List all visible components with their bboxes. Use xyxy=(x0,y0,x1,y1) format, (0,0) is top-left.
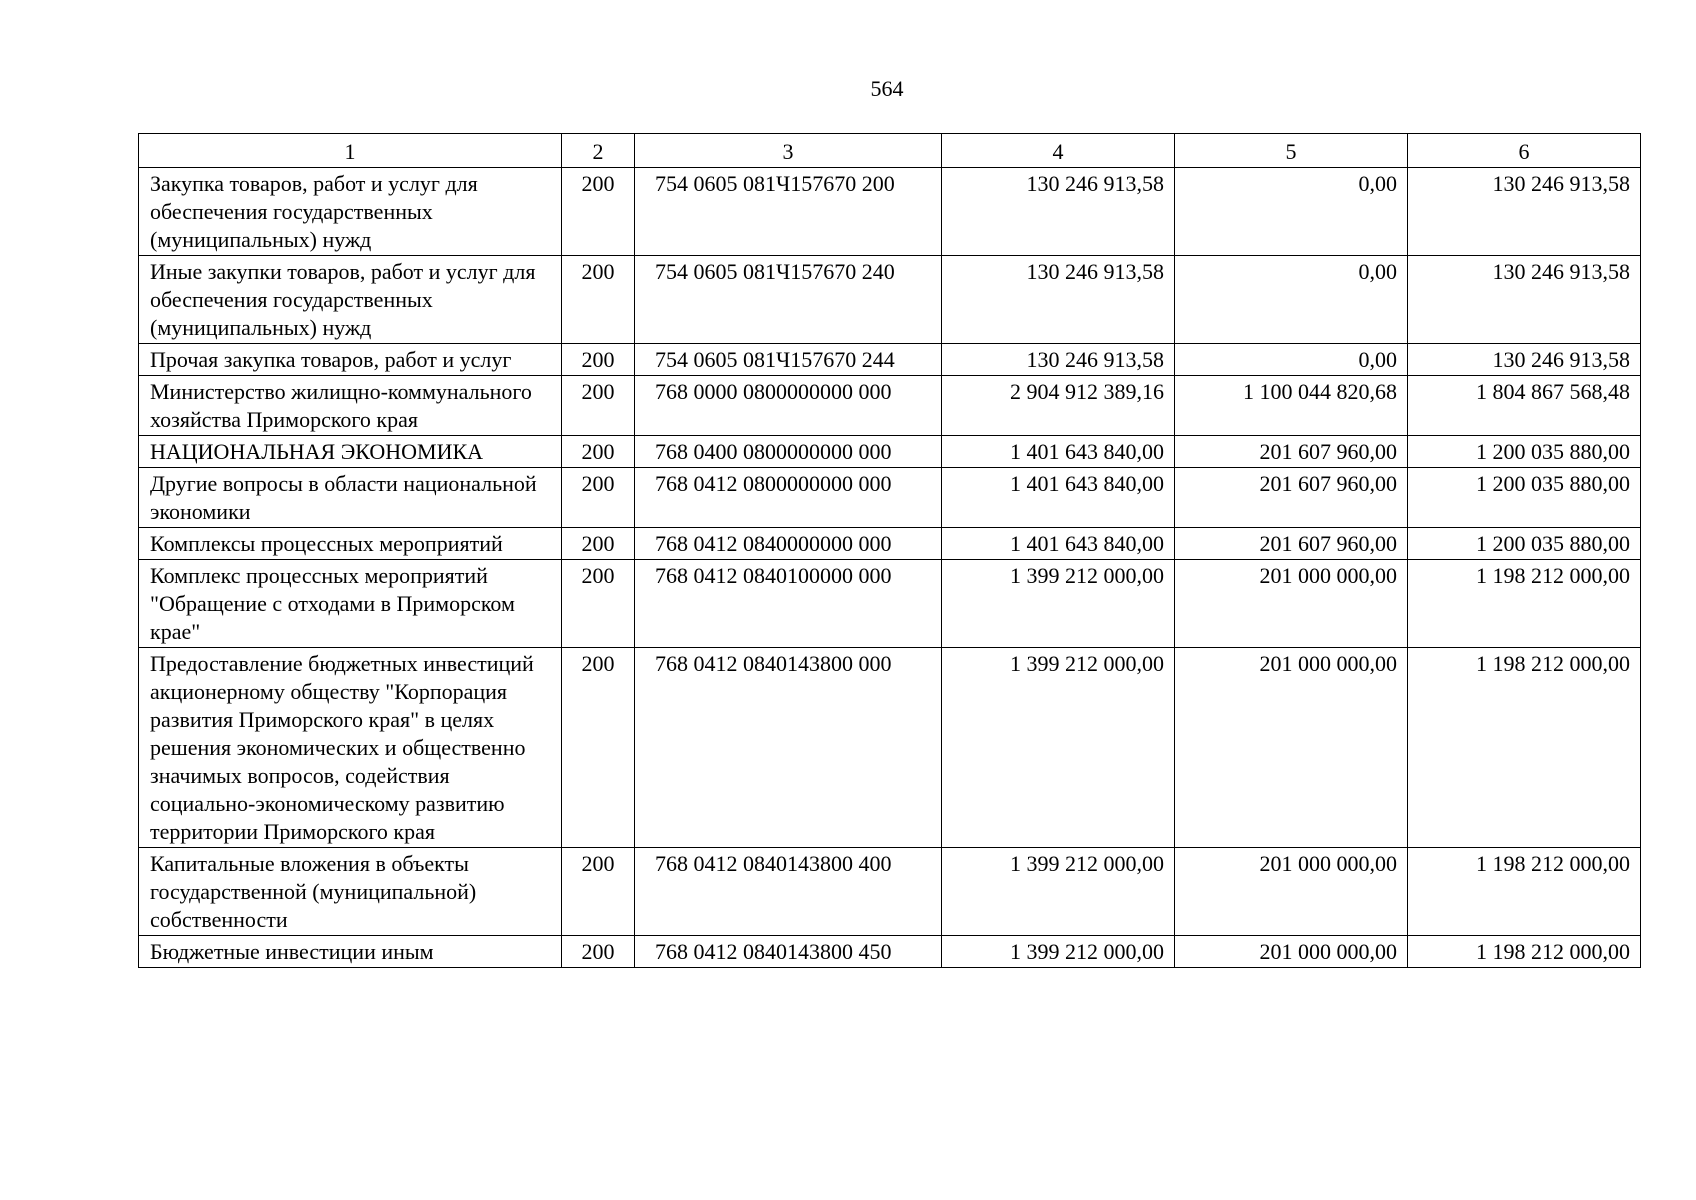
row-code: 768 0000 0800000000 000 xyxy=(635,376,942,436)
row-value-6: 130 246 913,58 xyxy=(1408,168,1641,256)
row-name: Прочая закупка товаров, работ и услуг xyxy=(139,344,562,376)
row-value-4: 1 401 643 840,00 xyxy=(942,528,1175,560)
row-code: 754 0605 081Ч157670 244 xyxy=(635,344,942,376)
table-row xyxy=(139,344,1641,376)
row-code: 768 0412 0800000000 000 xyxy=(635,468,942,528)
row-col2: 200 xyxy=(562,168,635,256)
row-value-4: 130 246 913,58 xyxy=(942,344,1175,376)
row-col2: 200 xyxy=(562,344,635,376)
row-name: Другие вопросы в области национальной экономики xyxy=(139,468,562,528)
row-value-6: 1 200 035 880,00 xyxy=(1408,468,1641,528)
row-value-5: 201 000 000,00 xyxy=(1175,936,1408,968)
row-value-4: 1 399 212 000,00 xyxy=(942,648,1175,848)
row-value-5: 201 607 960,00 xyxy=(1175,436,1408,468)
row-col2: 200 xyxy=(562,468,635,528)
row-value-6: 1 198 212 000,00 xyxy=(1408,648,1641,848)
table-row xyxy=(139,848,1641,936)
column-header-4: 4 xyxy=(942,134,1175,168)
table-row xyxy=(139,560,1641,648)
row-col2: 200 xyxy=(562,936,635,968)
row-value-6: 1 198 212 000,00 xyxy=(1408,560,1641,648)
table-row xyxy=(139,648,1641,848)
row-code: 768 0412 0840143800 400 xyxy=(635,848,942,936)
row-value-5: 201 000 000,00 xyxy=(1175,848,1408,936)
row-col2: 200 xyxy=(562,560,635,648)
row-name: Комплекс процессных мероприятий "Обращение с отходами в Приморском крае" xyxy=(139,560,562,648)
column-header-3: 3 xyxy=(635,134,942,168)
row-value-4: 1 399 212 000,00 xyxy=(942,936,1175,968)
row-value-6: 1 804 867 568,48 xyxy=(1408,376,1641,436)
budget-table xyxy=(138,133,1641,968)
page-number: 564 xyxy=(870,76,904,101)
column-header-2: 2 xyxy=(562,134,635,168)
row-col2: 200 xyxy=(562,376,635,436)
column-header-5: 5 xyxy=(1175,134,1408,168)
table-row xyxy=(139,528,1641,560)
row-value-6: 1 198 212 000,00 xyxy=(1408,936,1641,968)
row-col2: 200 xyxy=(562,848,635,936)
row-value-5: 0,00 xyxy=(1175,256,1408,344)
row-value-6: 1 198 212 000,00 xyxy=(1408,848,1641,936)
row-value-4: 1 401 643 840,00 xyxy=(942,436,1175,468)
row-code: 768 0412 0840100000 000 xyxy=(635,560,942,648)
row-name: Предоставление бюджетных инвестиций акционерному обществу "Корпорация развития Приморского края" в целях решения экономических и общественно значимых вопросов, содействия социально-экономическому развитию территории Приморского края xyxy=(139,648,562,848)
row-value-4: 1 399 212 000,00 xyxy=(942,848,1175,936)
row-col2: 200 xyxy=(562,648,635,848)
column-header-6: 6 xyxy=(1408,134,1641,168)
row-value-5: 201 607 960,00 xyxy=(1175,528,1408,560)
row-name: Бюджетные инвестиции иным xyxy=(139,936,562,968)
row-value-5: 0,00 xyxy=(1175,168,1408,256)
row-col2: 200 xyxy=(562,436,635,468)
row-value-5: 201 000 000,00 xyxy=(1175,648,1408,848)
row-value-4: 130 246 913,58 xyxy=(942,168,1175,256)
row-code: 768 0412 0840143800 000 xyxy=(635,648,942,848)
row-value-6: 1 200 035 880,00 xyxy=(1408,528,1641,560)
row-value-5: 1 100 044 820,68 xyxy=(1175,376,1408,436)
column-header-1: 1 xyxy=(139,134,562,168)
row-value-5: 0,00 xyxy=(1175,344,1408,376)
row-name: Министерство жилищно-коммунального хозяйства Приморского края xyxy=(139,376,562,436)
row-code: 768 0412 0840143800 450 xyxy=(635,936,942,968)
row-code: 754 0605 081Ч157670 240 xyxy=(635,256,942,344)
table-row xyxy=(139,256,1641,344)
row-value-6: 130 246 913,58 xyxy=(1408,256,1641,344)
table-row xyxy=(139,436,1641,468)
row-name: Закупка товаров, работ и услуг для обеспечения государственных (муниципальных) нужд xyxy=(139,168,562,256)
row-value-5: 201 607 960,00 xyxy=(1175,468,1408,528)
row-value-4: 130 246 913,58 xyxy=(942,256,1175,344)
header-row xyxy=(139,134,1641,168)
row-name: Иные закупки товаров, работ и услуг для обеспечения государственных (муниципальных) нужд xyxy=(139,256,562,344)
row-value-6: 1 200 035 880,00 xyxy=(1408,436,1641,468)
row-code: 768 0412 0840000000 000 xyxy=(635,528,942,560)
row-name: НАЦИОНАЛЬНАЯ ЭКОНОМИКА xyxy=(139,436,562,468)
row-value-5: 201 000 000,00 xyxy=(1175,560,1408,648)
row-value-4: 1 399 212 000,00 xyxy=(942,560,1175,648)
row-value-6: 130 246 913,58 xyxy=(1408,344,1641,376)
row-col2: 200 xyxy=(562,528,635,560)
table-row xyxy=(139,376,1641,436)
row-value-4: 2 904 912 389,16 xyxy=(942,376,1175,436)
row-name: Комплексы процессных мероприятий xyxy=(139,528,562,560)
table-row xyxy=(139,936,1641,968)
row-name: Капитальные вложения в объекты государственной (муниципальной) собственности xyxy=(139,848,562,936)
row-value-4: 1 401 643 840,00 xyxy=(942,468,1175,528)
row-code: 768 0400 0800000000 000 xyxy=(635,436,942,468)
table-row xyxy=(139,168,1641,256)
table-row xyxy=(139,468,1641,528)
row-code: 754 0605 081Ч157670 200 xyxy=(635,168,942,256)
row-col2: 200 xyxy=(562,256,635,344)
